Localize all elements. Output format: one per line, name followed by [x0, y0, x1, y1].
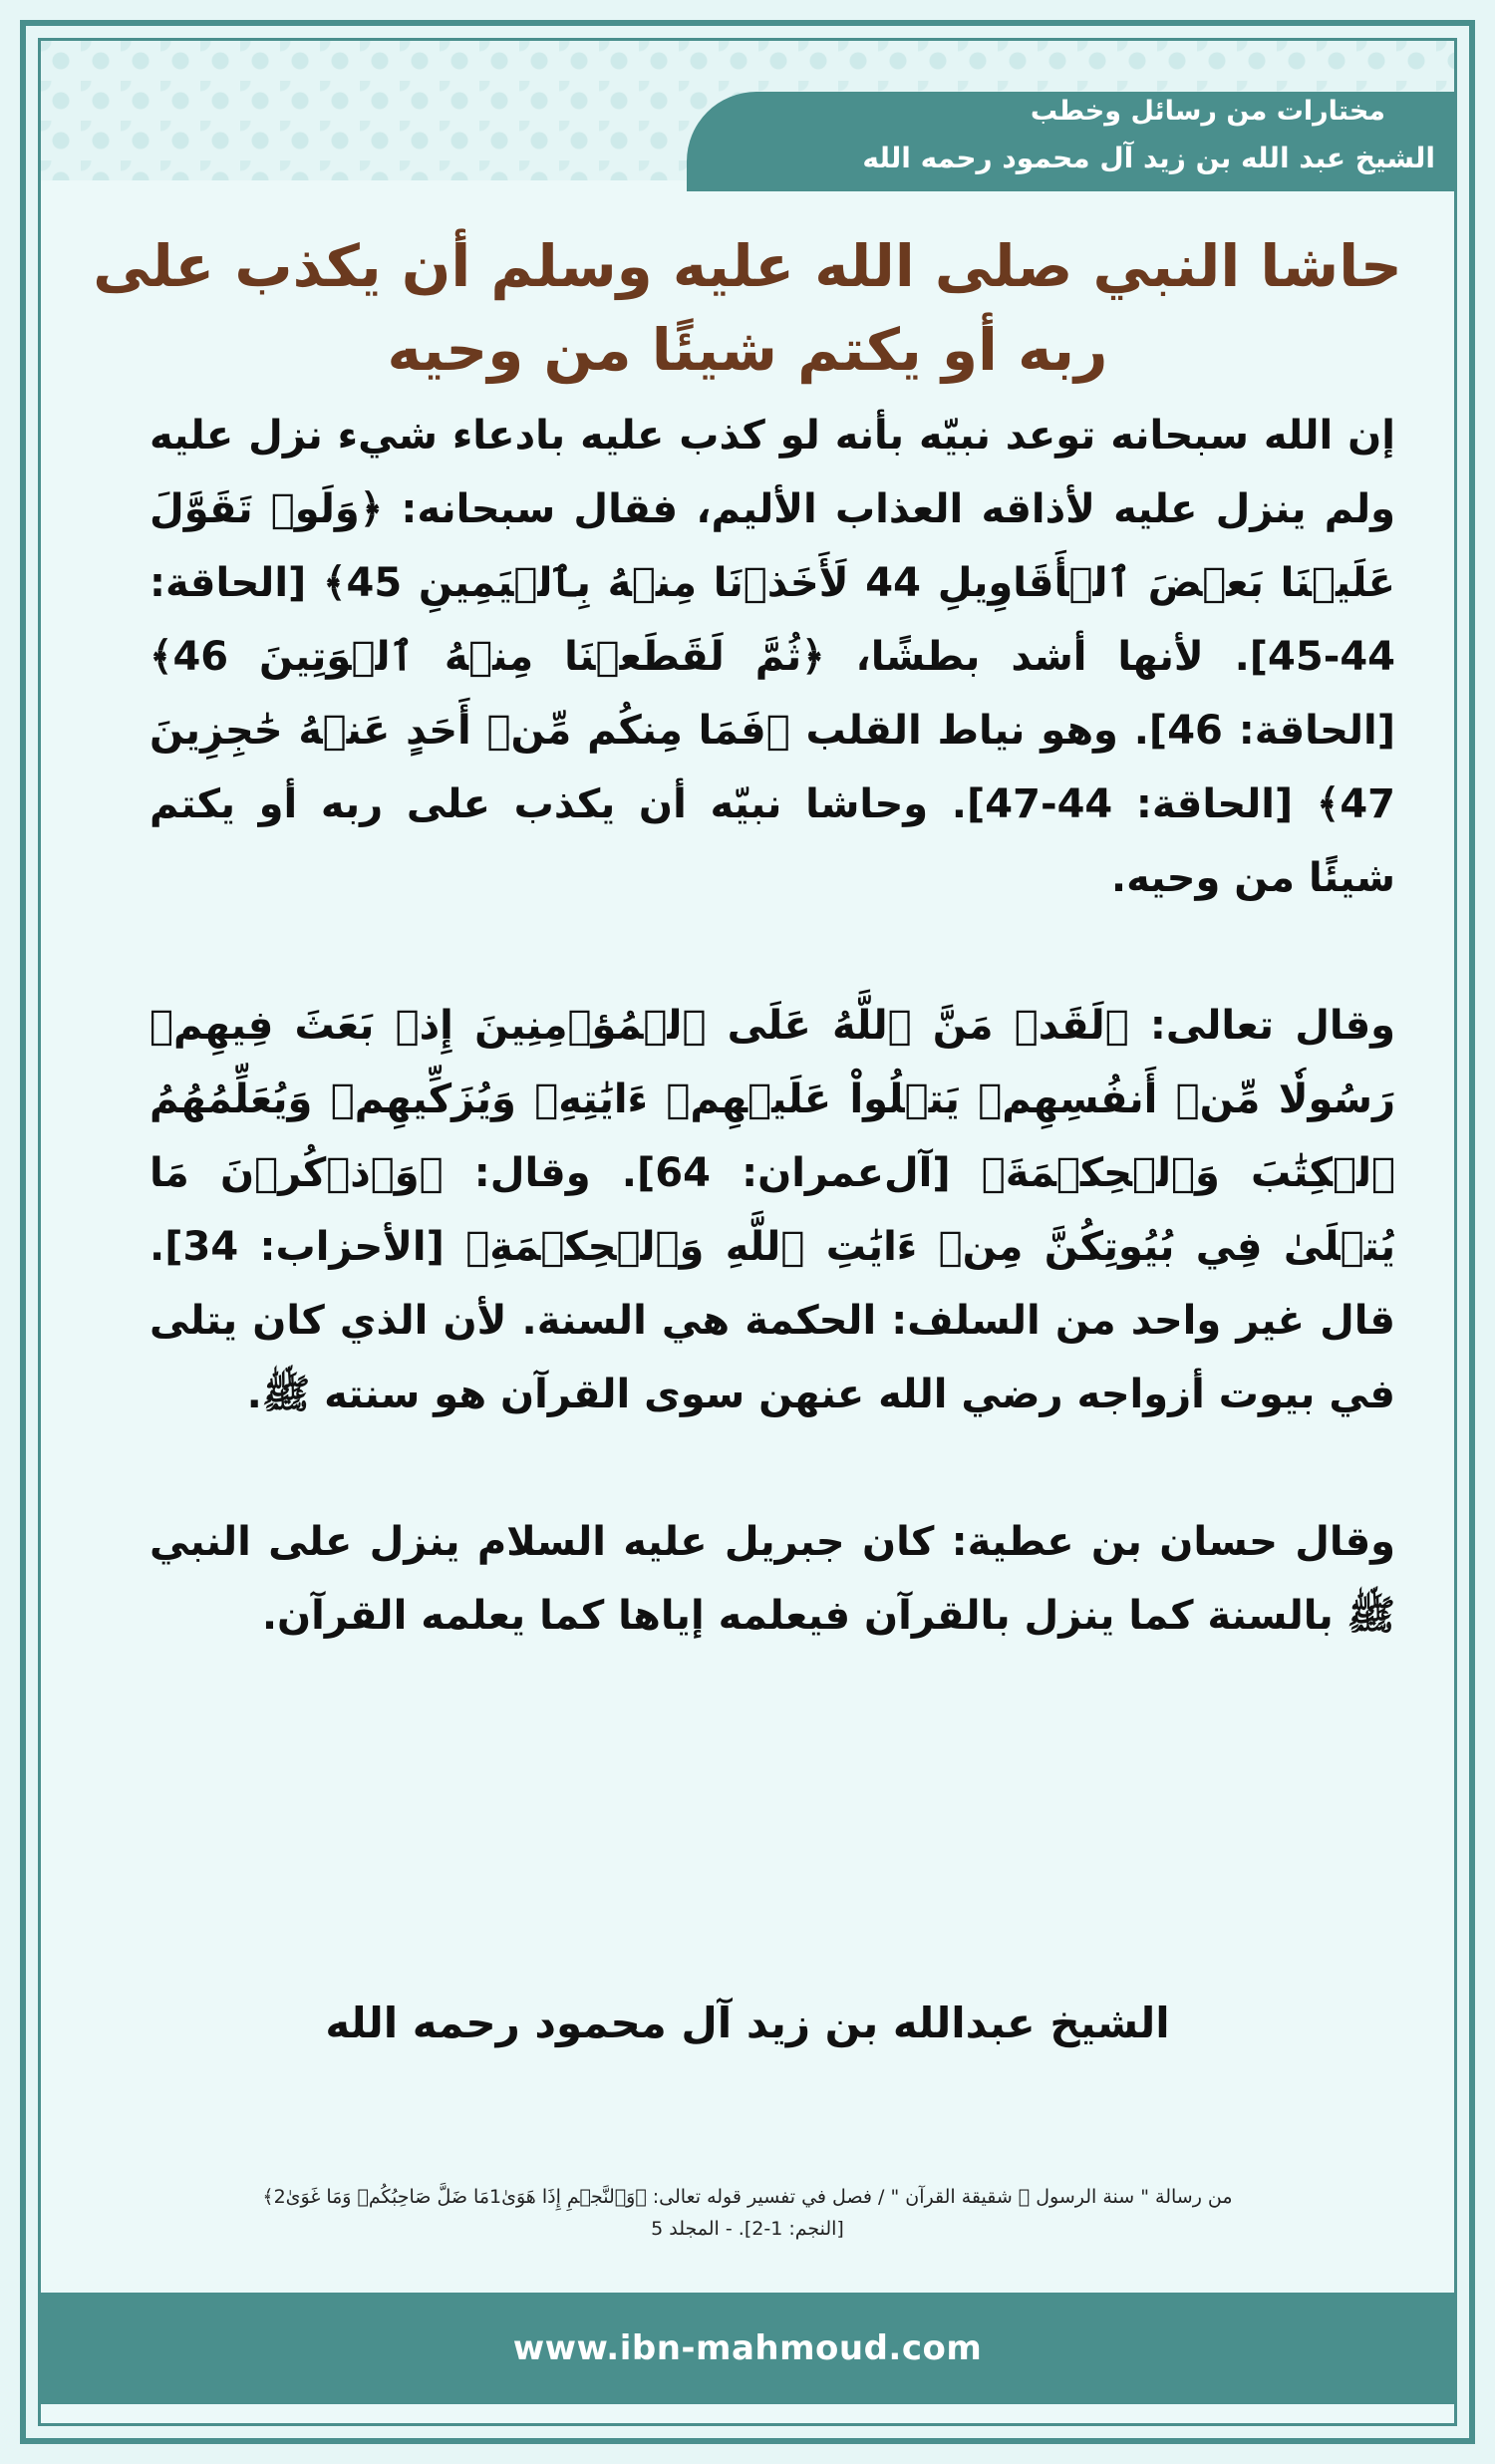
author-line: الشيخ عبد الله بن زيد آل محمود رحمه الله [862, 142, 1435, 174]
footnote-line-2: [النجم: 1-2]. - المجلد 5 [651, 2218, 844, 2240]
website-link[interactable]: www.ibn-mahmoud.com [512, 2328, 983, 2368]
paragraph-3: وقال حسان بن عطية: كان جبريل عليه السلام ينزل على النبي ﷺ بالسنة كما ينزل بالقرآن فيعلمه إياها كما يعلمه القرآن. [150, 1519, 1395, 1639]
footnote-line-1: من رسالة " سنة الرسول ﷺ شقيقة القرآن " / فصل في تفسير قوله تعالى: ﴿وَٱلنَّجۡمِ إِذَا هَوَىٰ1مَا ضَلَّ صَاحِبُكُمۡ وَمَا غَوَىٰ2﴾ [262, 2186, 1233, 2208]
article-title: حاشا النبي صلى الله عليه وسلم أن يكذب على ربه أو يكتم شيئًا من وحيه [93, 232, 1402, 384]
source-footnote [120, 2181, 1375, 2245]
series-title: مختارات من رسائل وخطب [1030, 96, 1385, 127]
footer-bar [41, 2293, 1454, 2404]
article-body [150, 399, 1395, 1726]
paragraph-1: إن الله سبحانه توعد نبيّه بأنه لو كذب عليه بادعاء شيء نزل عليه ولم ينزل عليه لأذاقه العذاب الأليم، فقال سبحانه: ﴿وَلَوۡ تَقَوَّلَ عَلَيۡنَا بَعۡضَ ٱلۡأَقَاوِيلِ 44 لَأَخَذۡنَا مِنۡهُ بِٱلۡيَمِينِ 45﴾ [الحاقة: 44-45]. لأنها أشد بطشًا، ﴿ثُمَّ لَقَطَعۡنَا مِنۡهُ ٱلۡوَتِينَ 46﴾ [الحاقة: 46]. وهو نياط القلب ﴿فَمَا مِنكُم مِّنۡ أَحَدٍ عَنۡهُ حَٰجِزِينَ 47﴾ [الحاقة: 44-47]. وحاشا نبيّه أن يكذب على ربه أو يكتم شيئًا من وحيه. [150, 413, 1396, 901]
paragraph-2: وقال تعالى: ﴿لَقَدۡ مَنَّ ٱللَّهُ عَلَى ٱلۡمُؤۡمِنِينَ إِذۡ بَعَثَ فِيهِمۡ رَسُولٗا مِّنۡ أَنفُسِهِمۡ يَتۡلُواْ عَلَيۡهِمۡ ءَايَٰتِهِۦ وَيُزَكِّيهِمۡ وَيُعَلِّمُهُمُ ٱلۡكِتَٰبَ وَٱلۡحِكۡمَةَ﴾ [آل‌عمران: 64]. وقال: ﴿وَٱذۡكُرۡنَ مَا يُتۡلَىٰ فِي بُيُوتِكُنَّ مِنۡ ءَايَٰتِ ٱللَّهِ وَٱلۡحِكۡمَةِ﴾ [الأحزاب: 34]. قال غير واحد من السلف: الحكمة هي السنة. لأن الذي كان يتلى في بيوت أزواجه رضي الله عنهن سوى القرآن هو سنته ﷺ. [150, 1003, 1395, 1417]
signature: الشيخ عبدالله بن زيد آل محمود رحمه الله [325, 1999, 1170, 2047]
